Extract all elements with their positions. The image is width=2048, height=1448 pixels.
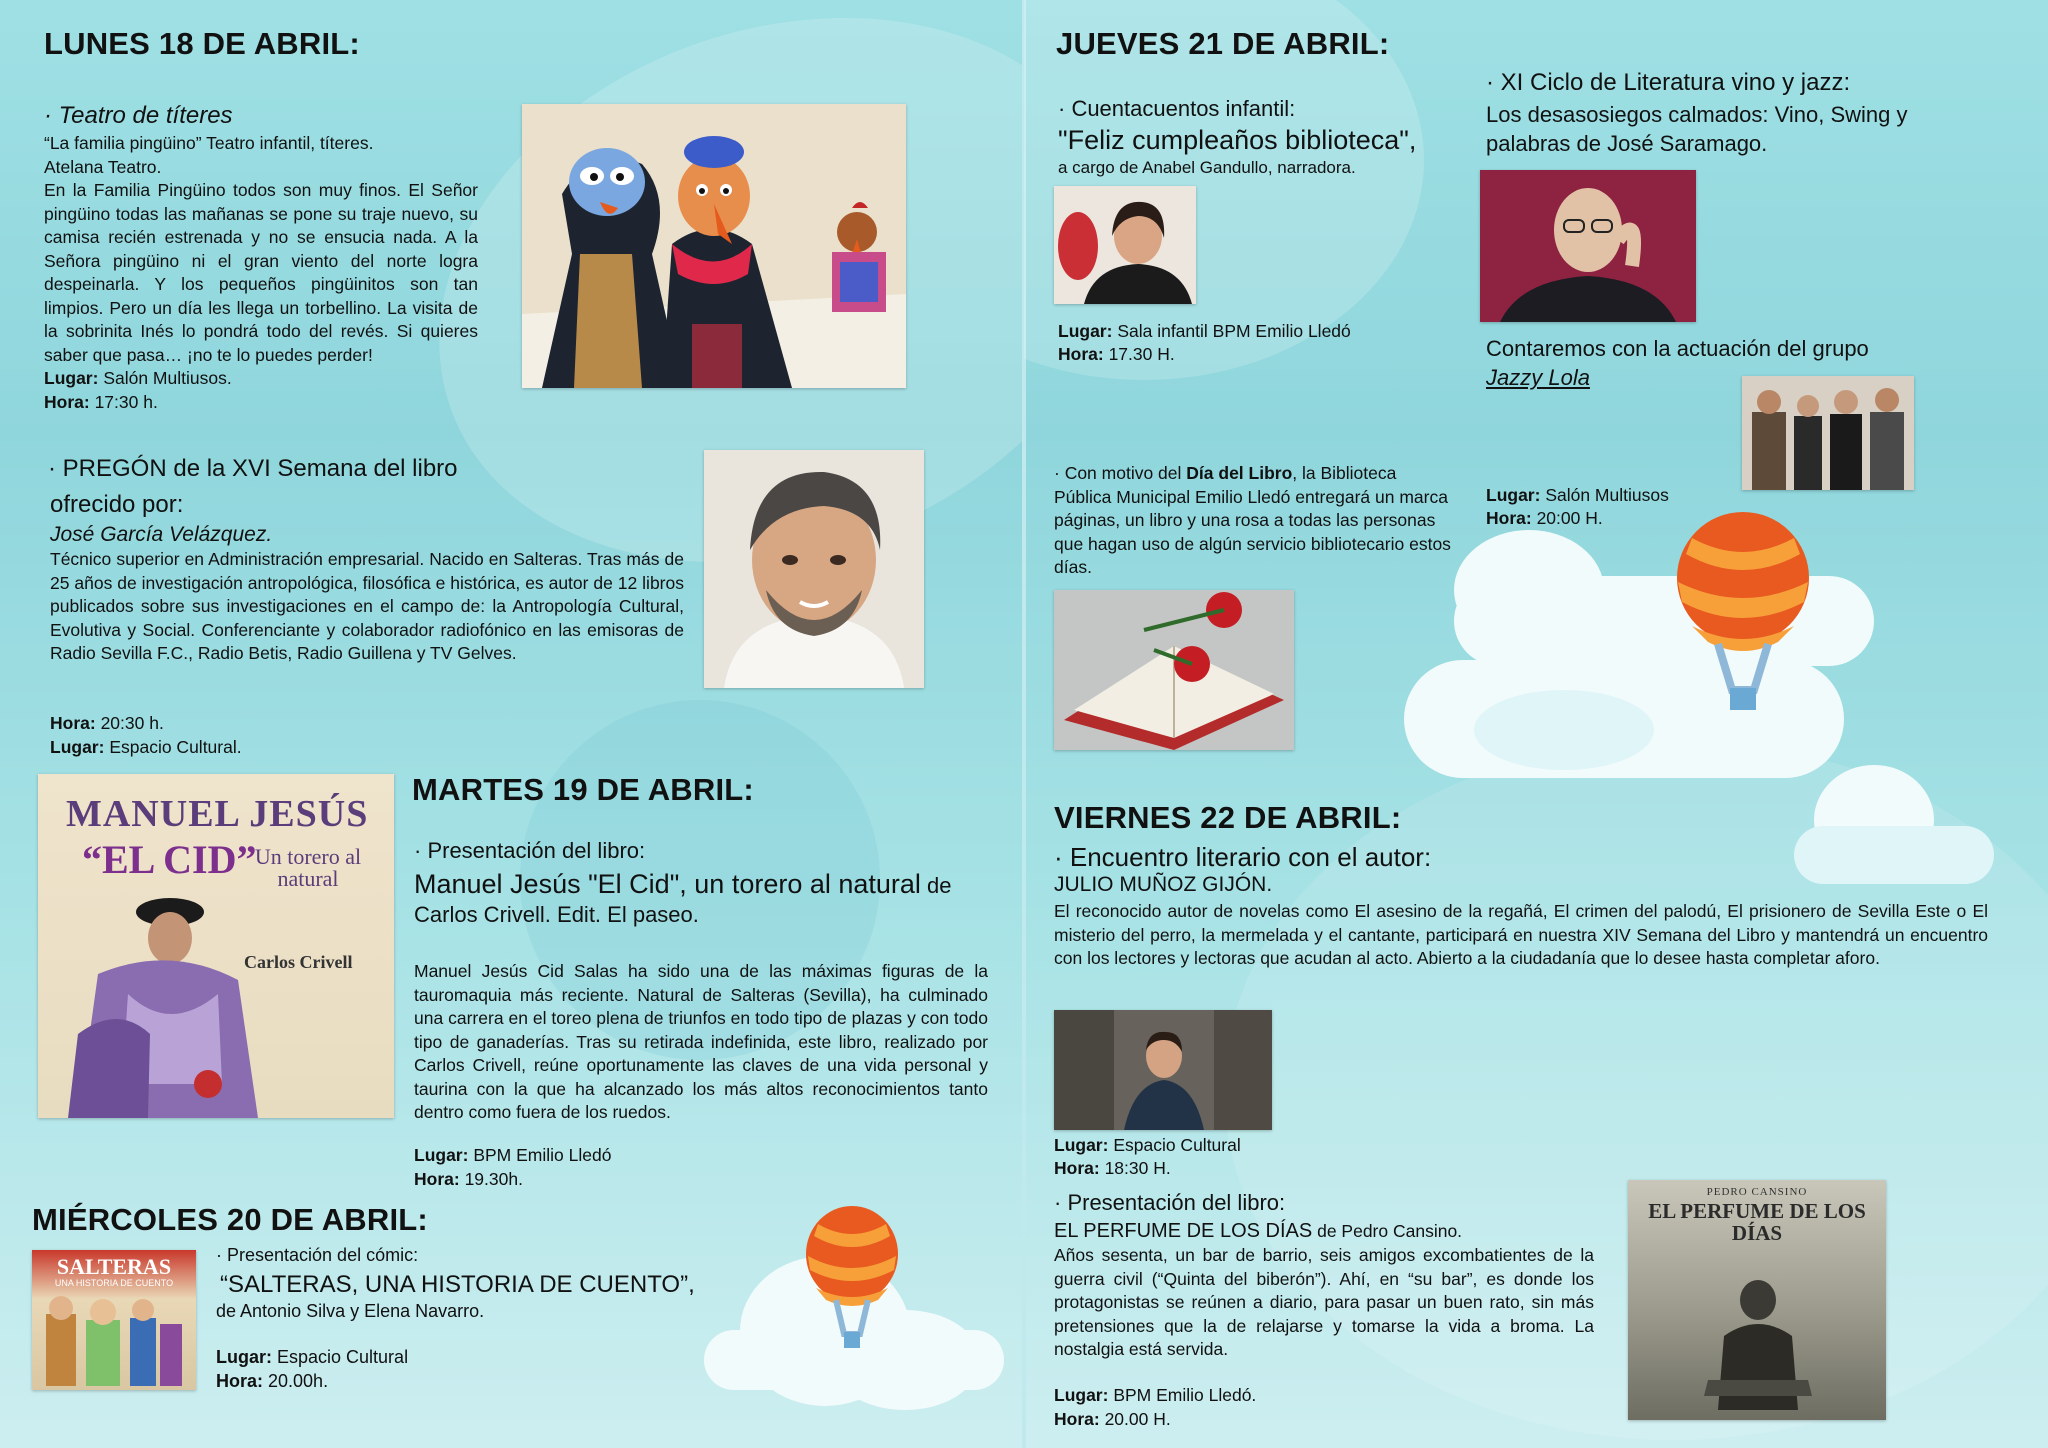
- pregon-hora: Hora: 20:30 h.: [50, 713, 164, 733]
- ciclo-lugar: Lugar: Salón Multiusos: [1486, 485, 1669, 505]
- jazzy-lola-photo: [1742, 376, 1914, 490]
- ciclo-description: Los desasosiegos calmados: Vino, Swing y palabras de José Saramago.: [1486, 102, 1908, 156]
- perfume-lugar: Lugar: BPM Emilio Lledó.: [1054, 1385, 1257, 1405]
- teatro-line: En la Familia Pingüino todos son muy finos. El Señor pingüino todas las mañanas se pone su traje nuevo, su camisa recién estrenada y no se ensucia nada. A la Señora pingüino ni el gran viento del norte logra despeinarla. Y los pequeños pingüinitos son tan limpios. Pero un día les llega un torbellino. La visita de la sobrinita Inés lo pondrá todo del revés. Si quieres saber que pasa… ¡no te lo puedes perder!: [44, 180, 478, 365]
- martes-book-author: Carlos Crivell. Edit. El paseo.: [414, 902, 699, 927]
- ciclo-title: · XI Ciclo de Literatura vino y jazz:: [1486, 69, 1851, 96]
- cover-tagline: Un torero al natural: [254, 844, 362, 891]
- martes-intro: · Presentación del libro:: [414, 838, 646, 863]
- cover-subtitle: UNA HISTORIA DE CUENTO: [54, 1278, 174, 1288]
- teatro-description: [44, 132, 478, 414]
- viernes-heading: VIERNES 22 DE ABRIL:: [1054, 800, 1402, 835]
- dia-del-libro-text: · Con motivo del Día del Libro, la Biblioteca Pública Municipal Emilio Lledó entregará un marca páginas, un libro y una rosa a todas las personas que hagan uso de algún servicio bibliotecario estos días.: [1054, 463, 1451, 577]
- martes-heading: MARTES 19 DE ABRIL:: [412, 772, 754, 807]
- pregon-title-1: · PREGÓN de la XVI Semana del libro: [48, 455, 458, 482]
- martes-description: Manuel Jesús Cid Salas ha sido una de las máximas figuras de la tauromaquia más reciente. Natural de Salteras (Sevilla), ha culminado una carrera en el toreo plena de triunfos en todo tipo de plazas y con todo tipo de ganaderías. Tras su retirada indefinida, este libro, realizado por Carlos Crivell, reúne oportunamente las claves de una vida personal y taurina con la que ha alcanzado los más altos reconocimientos tanto dentro como fuera de los ruedos.: [414, 961, 988, 1122]
- cloud: [1454, 530, 1604, 650]
- cuento-hora: Hora: 17.30 H.: [1058, 344, 1175, 364]
- saramago-photo: [1480, 170, 1696, 322]
- right-page: [1024, 0, 2048, 1448]
- perfume-description: Años sesenta, un bar de barrio, seis amigos excombatientes de la guerra civil (“Quinta del biberón”). Ahí, en “su bar”, es donde los protagonistas se reúnen a diario, para pasar un buen rato, sin más pretensiones que la de relajarse y tomarse la vida a broma. La nostalgia está servida.: [1054, 1245, 1594, 1359]
- lunes-heading: LUNES 18 DE ABRIL:: [44, 26, 360, 61]
- comic-illustration: [42, 1294, 186, 1386]
- el-perfume-book-cover: [1628, 1180, 1886, 1420]
- cover-child-illustration: [1688, 1276, 1828, 1410]
- narradora-illustration: [1054, 186, 1196, 304]
- encuentro-lugar: Lugar: Espacio Cultural: [1054, 1135, 1241, 1155]
- hot-air-balloon-icon: [1670, 510, 1816, 734]
- autor-illustration: [1054, 1010, 1272, 1130]
- portrait-illustration: [704, 450, 924, 688]
- cuento-intro: · Cuentacuentos infantil:: [1058, 96, 1296, 121]
- pregonero-photo: [704, 450, 924, 688]
- miercoles-authors: de Antonio Silva y Elena Navarro.: [216, 1301, 485, 1321]
- cover-author: Carlos Crivell: [244, 952, 353, 972]
- teatro-title: · Teatro de títeres: [44, 102, 233, 129]
- pregon-name: José García Velázquez.: [50, 523, 273, 546]
- salteras-comic-cover: [32, 1250, 196, 1390]
- cover-title: SALTERAS: [56, 1254, 172, 1279]
- martes-hora: Hora: 19.30h.: [414, 1169, 523, 1189]
- encuentro-name: JULIO MUÑOZ GIJÓN.: [1054, 873, 1273, 896]
- miercoles-intro: · Presentación del cómic:: [216, 1245, 419, 1265]
- puppets-photo: [522, 104, 906, 388]
- perfume-intro: · Presentación del libro:: [1054, 1190, 1286, 1215]
- teatro-hora: Hora: 17:30 h.: [44, 391, 158, 412]
- book-rose-photo: [1054, 590, 1294, 750]
- narradora-photo: [1054, 186, 1196, 304]
- cover-title: MANUEL JESÚS: [66, 793, 369, 835]
- martes-book-title: Manuel Jesús "El Cid", un torero al natural de: [414, 869, 952, 899]
- teatro-lugar: Lugar: Salón Multiusos.: [44, 368, 232, 388]
- teatro-line: Atelana Teatro.: [44, 156, 162, 177]
- ciclo-hora: Hora: 20:00 H.: [1486, 508, 1603, 528]
- cuento-by: a cargo de Anabel Gandullo, narradora.: [1058, 158, 1356, 177]
- cuento-title: "Feliz cumpleaños biblioteca",: [1058, 125, 1417, 155]
- jueves-heading: JUEVES 21 DE ABRIL:: [1056, 26, 1390, 61]
- cloud: [1794, 826, 1994, 884]
- el-cid-book-cover: [38, 774, 394, 1118]
- perfume-hora: Hora: 20.00 H.: [1054, 1409, 1171, 1429]
- hot-air-balloon-icon: [800, 1204, 904, 1364]
- miercoles-lugar: Lugar: Espacio Cultural: [216, 1347, 409, 1367]
- cloud: [1474, 690, 1654, 770]
- encuentro-hora: Hora: 18:30 H.: [1054, 1158, 1171, 1178]
- miercoles-title: “SALTERAS, UNA HISTORIA DE CUENTO”,: [220, 1271, 695, 1298]
- pregon-lugar: Lugar: Espacio Cultural.: [50, 737, 242, 757]
- teatro-line: “La familia pingüino” Teatro infantil, títeres.: [44, 133, 374, 153]
- miercoles-hora: Hora: 20.00h.: [216, 1371, 329, 1391]
- pregon-title-2: ofrecido por:: [50, 491, 184, 518]
- grupo-text: Contaremos con la actuación del grupo: [1486, 336, 1869, 361]
- encuentro-description: El reconocido autor de novelas como El asesino de la regañá, El crimen del palodú, El prisionero de Sevilla Este o El misterio del perro, la mermelada y el cantante, participará en nuestra XIV Semana del Libro y mantendrá un encuentro con los lectores y lectoras que acudan al acto. Abierto a la ciudadanía que lo desee hasta completar aforo.: [1054, 901, 1988, 968]
- band-illustration: [1742, 376, 1914, 490]
- autor-photo: [1054, 1010, 1272, 1130]
- encuentro-title: · Encuentro literario con el autor:: [1054, 842, 1432, 872]
- torero-illustration: [58, 884, 258, 1118]
- miercoles-heading: MIÉRCOLES 20 DE ABRIL:: [32, 1202, 428, 1237]
- perfume-title-line: EL PERFUME DE LOS DÍAS de Pedro Cansino.: [1054, 1220, 1463, 1242]
- book-rose-illustration: [1054, 590, 1294, 750]
- martes-lugar: Lugar: BPM Emilio Lledó: [414, 1145, 612, 1165]
- cuento-lugar: Lugar: Sala infantil BPM Emilio Lledó: [1058, 321, 1351, 341]
- cover-author: PEDRO CANSINO: [1706, 1186, 1808, 1198]
- saramago-illustration: [1480, 170, 1696, 322]
- puppets-illustration: [522, 104, 906, 388]
- jazzy-lola-link[interactable]: Jazzy Lola: [1486, 365, 1590, 390]
- pregon-description: Técnico superior en Administración empresarial. Nacido en Salteras. Tras más de 25 años de investigación antropológica, filosófica e histórica, es autor de 12 libros publicados sobre sus investigaciones en el campo de: la Antropología Cultural, Evolutiva y Social. Conferenciante y colaborador radiofónico en las emisoras de Radio Sevilla F.C., Radio Betis, Radio Guillena y TV Gelves.: [50, 549, 684, 663]
- cover-subtitle: “EL CID”: [82, 837, 257, 882]
- cover-title: EL PERFUME DE LOS DÍAS: [1648, 1199, 1866, 1245]
